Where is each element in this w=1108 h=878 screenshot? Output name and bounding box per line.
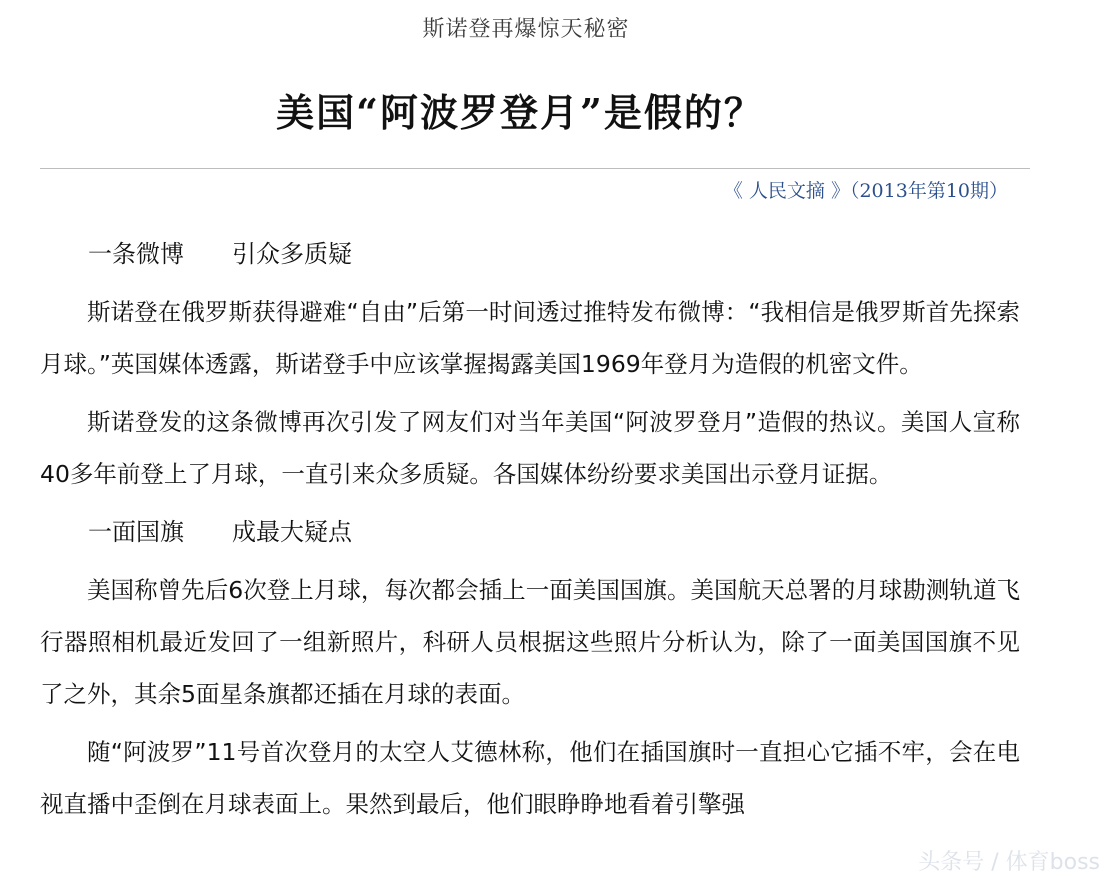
watermark: 头条号 / 体育boss: [918, 850, 1100, 875]
header-divider: [40, 168, 1030, 169]
section-heading-2-part-a: 一面国旗: [88, 518, 184, 546]
paragraph-3: 美国称曾先后6次登上月球，每次都会插上一面美国国旗。美国航天总署的月球勘测轨道飞行器照相机最近发回了一组新照片，科研人员根据这些照片分析认为，除了一面美国国旗不见了之外，其余5面星条旗都还插在月球的表面。: [40, 576, 1020, 708]
paragraph-2: 斯诺登发的这条微博再次引发了网友们对当年美国“阿波罗登月”造假的热议。美国人宣称40多年前登上了月球，一直引来众多质疑。各国媒体纷纷要求美国出示登月证据。: [40, 408, 1020, 488]
article-source: [724, 176, 1008, 203]
section-heading-1: [40, 228, 1020, 280]
paragraph-1: 斯诺登在俄罗斯获得避难“自由”后第一时间透过推特发布微博：“我相信是俄罗斯首先探索月球。”英国媒体透露，斯诺登手中应该掌握揭露美国1969年登月为造假的机密文件。: [40, 298, 1020, 378]
article-kicker: 斯诺登再爆惊天秘密: [422, 17, 630, 42]
paragraph-4: 随“阿波罗”11号首次登月的太空人艾德林称，他们在插国旗时一直担心它插不牢，会在电视直播中歪倒在月球表面上。果然到最后，他们眼睁睁地看着引擎强: [40, 738, 1020, 818]
source-publication: 《 人民文摘 》: [723, 180, 850, 202]
section-heading-2-part-b: 成最大疑点: [232, 518, 352, 546]
section-heading-2: [40, 506, 1020, 558]
section-heading-1-part-a: 一条微博: [88, 240, 184, 268]
article-body: [40, 228, 1020, 836]
source-issue: （2013年第10期）: [849, 180, 1008, 202]
section-heading-1-part-b: 引众多质疑: [232, 240, 352, 268]
article-headline: 美国“阿波罗登月”是假的？: [276, 90, 764, 135]
